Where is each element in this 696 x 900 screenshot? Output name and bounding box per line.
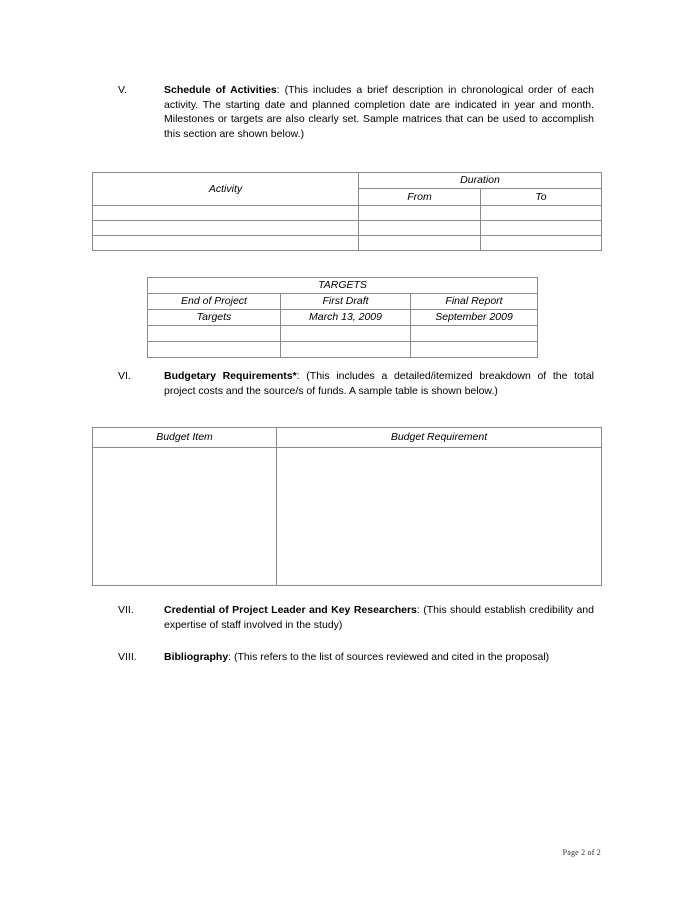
cell-activity[interactable] [93, 236, 359, 251]
budget-table [92, 427, 602, 586]
section-title: Bibliography [164, 651, 229, 663]
cell-budget-requirement[interactable] [277, 448, 602, 586]
cell-to[interactable] [481, 206, 602, 221]
header-budget-item: Budget Item [93, 428, 277, 448]
section-text [164, 603, 594, 632]
section-title: Schedule of Activities [164, 84, 277, 96]
cell-to[interactable] [481, 221, 602, 236]
table-row [148, 278, 538, 294]
cell-to[interactable] [481, 236, 602, 251]
header-budget-requirement: Budget Requirement [277, 428, 602, 448]
section-budgetary-requirements [118, 369, 594, 398]
section-credential-of-project-leader [118, 603, 594, 632]
section-numeral: VII. [118, 604, 134, 616]
targets-title: TARGETS [148, 278, 538, 294]
table-row [93, 448, 602, 586]
section-body: : (This includes a detailed/itemized breakdown of the total project costs and the source/s of funds. A sample table is shown below.) [164, 370, 594, 397]
cell-activity[interactable] [93, 221, 359, 236]
section-title: Credential of Project Leader and Key Researchers [164, 604, 417, 616]
targets-table [147, 277, 538, 358]
table-row [148, 310, 538, 326]
section-schedule-of-activities [118, 83, 594, 141]
activity-duration-table [92, 172, 602, 251]
section-numeral: VIII. [118, 651, 137, 663]
table-row [148, 294, 538, 310]
header-to: To [481, 189, 602, 206]
table-row [93, 428, 602, 448]
section-title: Budgetary Requirements* [164, 370, 297, 382]
section-text [164, 369, 594, 398]
cell-activity[interactable] [93, 206, 359, 221]
table-row [93, 221, 602, 236]
section-body: : (This should establish credibility and expertise of staff involved in the study) [164, 604, 594, 631]
cell-budget-item[interactable] [93, 448, 277, 586]
header-duration: Duration [359, 173, 602, 189]
section-text [164, 650, 594, 665]
cell-final-report-date[interactable] [411, 326, 538, 342]
header-activity: Activity [93, 173, 359, 206]
cell-first-draft-date[interactable]: March 13, 2009 [281, 310, 411, 326]
section-text [164, 83, 594, 141]
table-row [93, 236, 602, 251]
cell-targets-label[interactable] [148, 342, 281, 358]
table-row [148, 326, 538, 342]
header-final-report: Final Report [411, 294, 538, 310]
header-first-draft: First Draft [281, 294, 411, 310]
page-footer: Page 2 of 2 [562, 848, 601, 857]
cell-final-report-date[interactable]: September 2009 [411, 310, 538, 326]
cell-first-draft-date[interactable] [281, 326, 411, 342]
section-numeral: VI. [118, 370, 131, 382]
header-end-of-project: End of Project [148, 294, 281, 310]
cell-targets-label[interactable] [148, 326, 281, 342]
header-from: From [359, 189, 481, 206]
cell-from[interactable] [359, 206, 481, 221]
cell-from[interactable] [359, 236, 481, 251]
cell-final-report-date[interactable] [411, 342, 538, 358]
cell-from[interactable] [359, 221, 481, 236]
cell-first-draft-date[interactable] [281, 342, 411, 358]
section-body: : (This refers to the list of sources reviewed and cited in the proposal) [228, 651, 550, 663]
section-bibliography [118, 650, 594, 665]
section-numeral: V. [118, 84, 127, 96]
section-body: : (This includes a brief description in chronological order of each activity. The starting date and planned completion date are indicated in year and month. Milestones or targets are also clearly set. Sample matrices that can be used to accomplish this section are shown below.) [164, 84, 594, 140]
table-row [93, 173, 602, 189]
cell-targets-label[interactable]: Targets [148, 310, 281, 326]
table-row [93, 206, 602, 221]
table-row [148, 342, 538, 358]
